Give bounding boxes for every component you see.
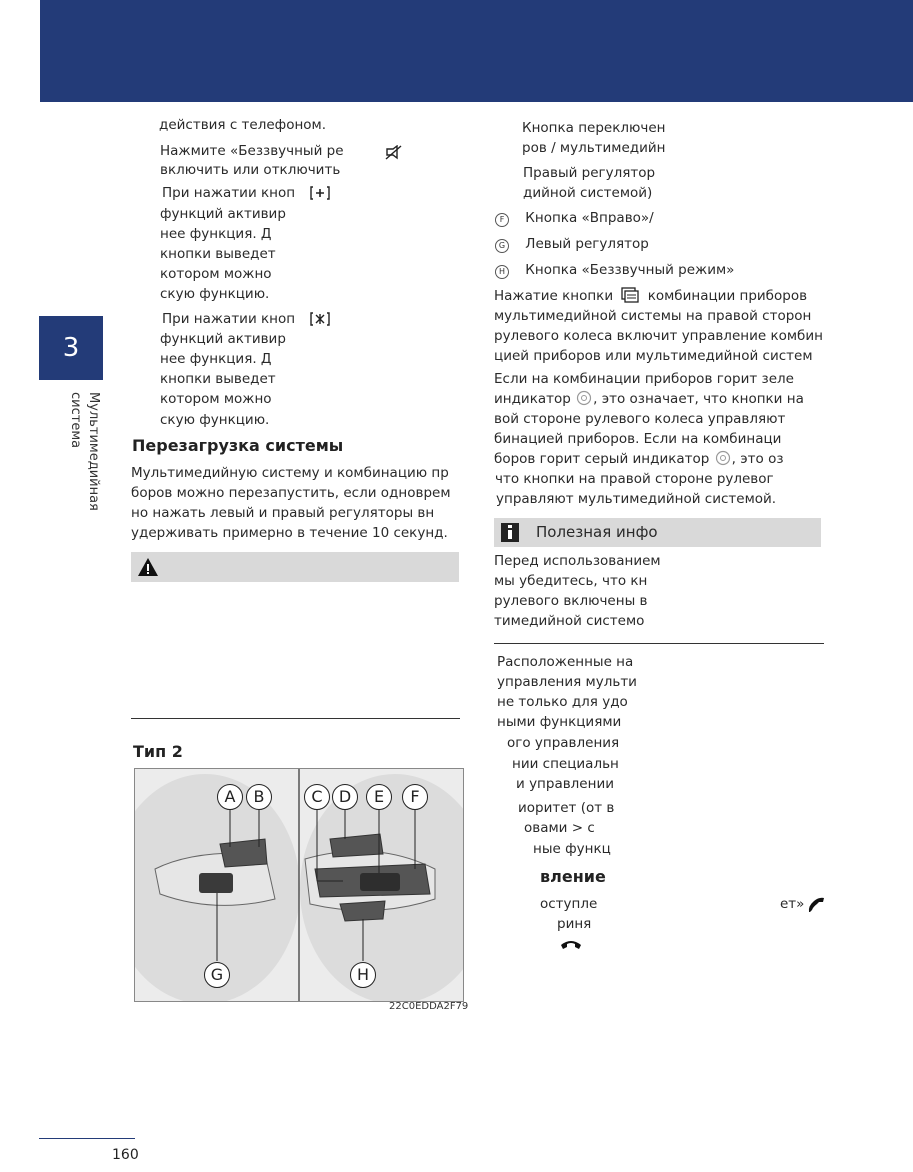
info-icon — [501, 523, 519, 542]
text-line: иоритет (от в — [518, 800, 615, 816]
text-line: кнопки выведет — [160, 371, 276, 387]
callout-h: H — [350, 962, 376, 988]
chapter-number: 3 — [39, 316, 103, 380]
voice-star-icon — [310, 311, 330, 327]
text-line: ные функц — [533, 841, 611, 857]
text-line: и управлении — [516, 776, 614, 792]
callout-g: G — [204, 962, 230, 988]
legend-item-g — [495, 234, 649, 254]
text-line: овами > с — [524, 820, 595, 836]
text-line: вой стороне рулевого колеса управляют — [494, 411, 786, 427]
text-line — [494, 389, 804, 409]
steering-wheel-figure — [134, 768, 464, 1002]
callout-b: B — [246, 784, 272, 810]
text-line: риня — [557, 916, 592, 932]
text-line: управляют мультимедийной системой. — [496, 491, 777, 507]
text-line: удерживать примерно в течение 10 секунд. — [131, 525, 448, 541]
text-segment: боров горит серый индикатор — [494, 451, 710, 467]
text-line: тимедийной системо — [494, 613, 645, 629]
text-segment: , это оз — [731, 451, 784, 467]
text-line: Нажмите «Беззвучный ре — [160, 143, 344, 159]
warning-icon — [137, 557, 159, 577]
legend-letter: F — [495, 213, 509, 227]
text-line: боров можно перезапустить, если одноврем — [131, 485, 451, 501]
callout-c: C — [304, 784, 330, 810]
legend-text: Левый регулятор — [525, 236, 649, 252]
legend-item-h — [495, 260, 734, 280]
figure-code: 22C0EDDA2F79 — [389, 1001, 469, 1012]
divider — [131, 718, 460, 719]
text-line: Расположенные на — [497, 654, 634, 670]
phone-answer-icon — [806, 896, 826, 914]
text-line: нии специальн — [512, 756, 619, 772]
callout-f: F — [402, 784, 428, 810]
text-line: рулевого включены в — [494, 593, 648, 609]
legend-text: Кнопка «Вправо»/ — [525, 210, 654, 226]
legend-letter: H — [495, 265, 509, 279]
sub-heading: вление — [540, 867, 606, 886]
text-line: функций активир — [160, 206, 286, 222]
divider — [494, 643, 824, 644]
callout-a: A — [217, 784, 243, 810]
text-line: нее функция. Д — [160, 226, 272, 242]
text-line: рулевого колеса включит управление комбин — [494, 328, 823, 344]
text-line: Если на комбинации приборов горит зеле — [494, 371, 794, 387]
text-line: скую функцию. — [160, 412, 270, 428]
legend-text: Кнопка «Беззвучный режим» — [525, 262, 735, 278]
text-line: Кнопка переключен — [522, 120, 666, 136]
callout-d: D — [332, 784, 358, 810]
text-line — [494, 286, 807, 306]
text-line: не только для удо — [497, 694, 628, 710]
text-line: ет» — [780, 896, 805, 912]
text-line: функций активир — [160, 331, 286, 347]
text-line: что кнопки на правой стороне рулевог — [495, 471, 774, 487]
text-line — [494, 449, 784, 469]
phone-end-icon — [559, 937, 583, 951]
text-line: бинацией приборов. Если на комбинаци — [494, 431, 782, 447]
text-line: Перед использованием — [494, 553, 661, 569]
text-line: При нажатии кноп — [162, 185, 296, 201]
text-line: дийной системой) — [523, 185, 653, 201]
text-segment: , это означает, что кнопки на — [593, 391, 804, 407]
text-line: ров / мультимедийн — [522, 140, 666, 156]
text-segment: индикатор — [494, 391, 571, 407]
info-bar — [494, 518, 821, 547]
text-line: действия с телефоном. — [159, 117, 327, 133]
text-line: оступле — [540, 896, 598, 912]
reboot-heading: Перезагрузка системы — [132, 436, 344, 455]
text-line: управления мульти — [497, 674, 637, 690]
footer-rule — [39, 1138, 135, 1139]
text-line: мультимедийной системы на правой сторон — [494, 308, 812, 324]
display-switch-icon — [621, 287, 639, 303]
indicator-icon — [576, 390, 592, 406]
mute-icon — [385, 145, 403, 161]
text-line: включить или отключить — [160, 162, 341, 178]
chapter-side-label: Мультимедийная система — [68, 392, 101, 511]
text-line: При нажатии кноп — [162, 311, 296, 327]
text-line: но нажать левый и правый регуляторы вн — [131, 505, 435, 521]
text-line: ными функциями — [497, 714, 622, 730]
text-line: ого управления — [507, 735, 620, 751]
text-line: скую функцию. — [160, 286, 270, 302]
info-title: Полезная инфо — [536, 523, 658, 541]
page-number: 160 — [112, 1147, 139, 1163]
text-line: котором можно — [160, 391, 272, 407]
text-line: цией приборов или мультимедийной систем — [494, 348, 813, 364]
text-line: кнопки выведет — [160, 246, 276, 262]
header-bar — [40, 0, 913, 102]
text-line: мы убедитесь, что кн — [494, 573, 648, 589]
indicator-icon — [715, 450, 731, 466]
warning-bar — [131, 552, 459, 582]
legend-letter: G — [495, 239, 509, 253]
type-heading: Тип 2 — [133, 742, 183, 761]
text-line: Правый регулятор — [523, 165, 656, 181]
text-segment: комбинации приборов — [647, 288, 808, 304]
text-segment: Нажатие кнопки — [494, 288, 614, 304]
text-line: Мультимедийную систему и комбинацию пр — [131, 465, 449, 481]
voice-plus-icon — [310, 185, 330, 201]
callout-e: E — [366, 784, 392, 810]
text-line: нее функция. Д — [160, 351, 272, 367]
legend-item-f — [495, 208, 654, 228]
text-line: котором можно — [160, 266, 272, 282]
